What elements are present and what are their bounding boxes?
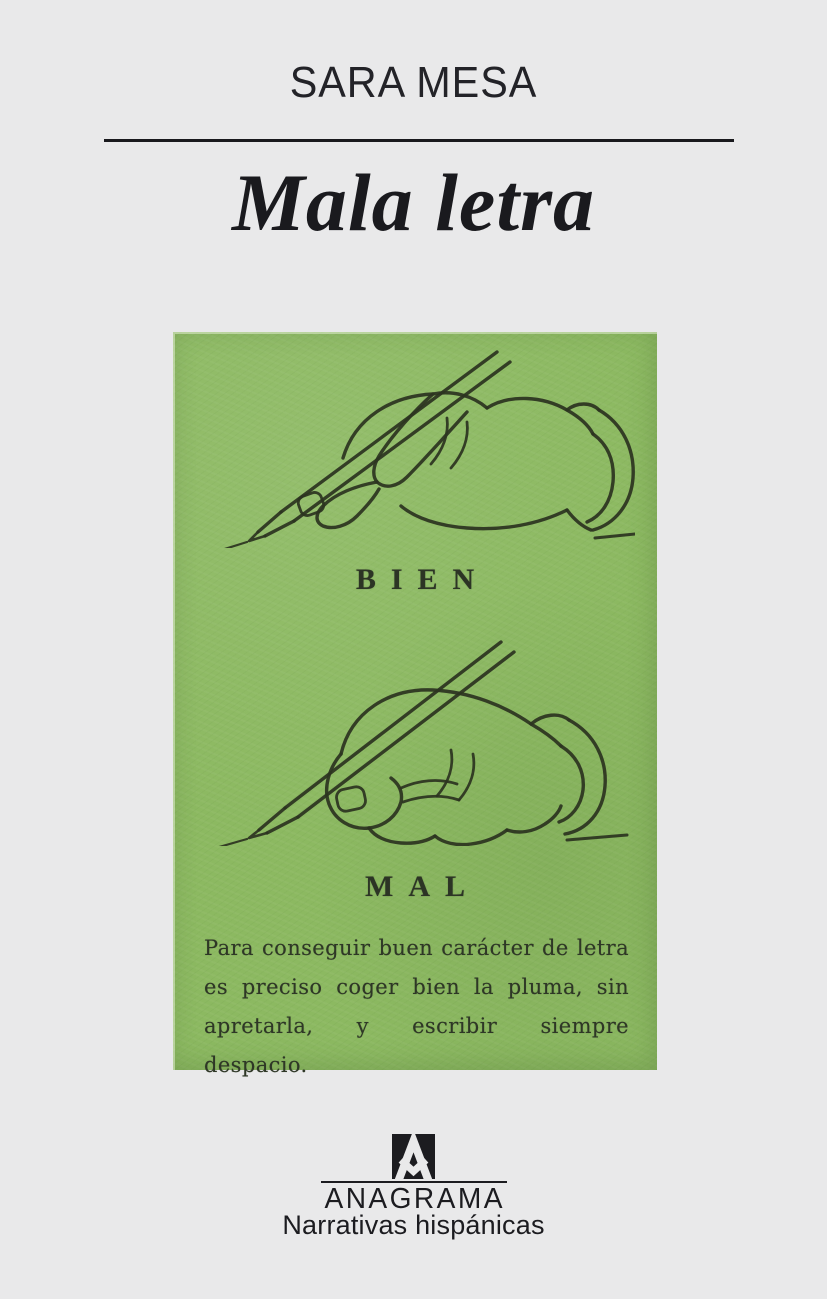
book-title: Mala letra [231, 157, 596, 248]
header-rule [104, 139, 734, 142]
author-name: SARA MESA [289, 58, 538, 107]
label-bien: BIEN [355, 563, 490, 596]
publisher-logo-icon [392, 1134, 435, 1179]
bad-grip-illustration [195, 638, 635, 846]
good-grip-illustration [195, 346, 635, 548]
label-mal: MAL [365, 870, 480, 903]
publisher-name: ANAGRAMA [324, 1183, 505, 1215]
caption-line-1: Para conseguir buen carácter de letra [204, 936, 629, 960]
publisher-series: Narrativas hispánicas [282, 1210, 545, 1240]
caption-line-3: apretarla, y escribir siempre despacio. [204, 1014, 629, 1077]
illustration-card [173, 332, 657, 1077]
caption-line-2: es preciso coger bien la pluma, sin [204, 975, 629, 999]
instruction-caption [204, 929, 629, 1085]
